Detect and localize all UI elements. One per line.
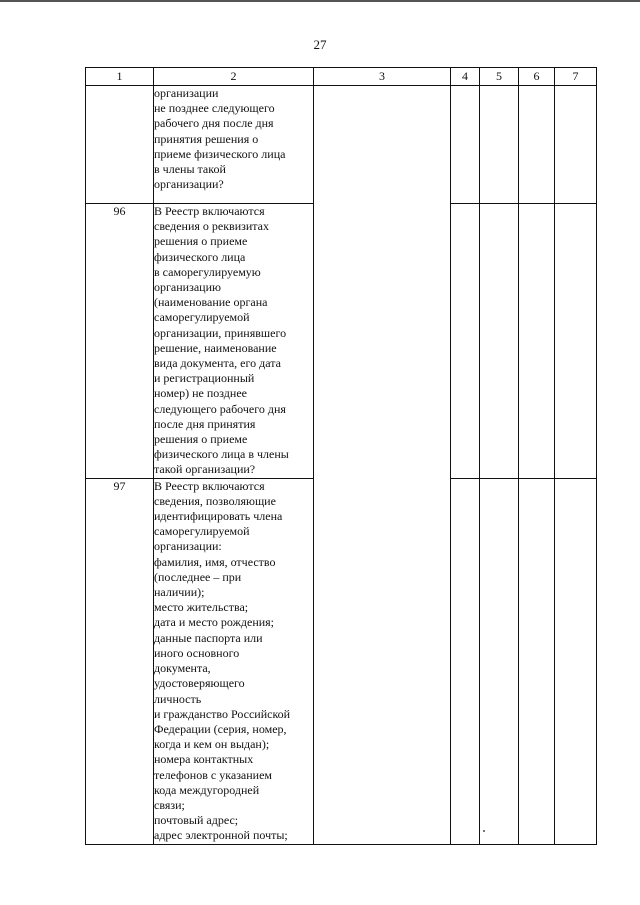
column-header-7: 7 [555,68,597,86]
row-number [86,86,154,204]
register-checklist-table [85,67,597,845]
column-header-5: 5 [480,68,519,86]
answer-cell-7 [555,86,597,204]
column-header-6: 6 [519,68,555,86]
answer-cell-4 [451,204,480,479]
question-text: В Реестр включаются сведения, позволяющие идентифицировать члена саморегулируемой организации: фамилия, имя, отчество (последнее – при наличии); место жительства; дата и место рождения; данные паспорта или иного основного документа, удостоверяющего личность и гражданство Российской Федерации (серия, номер, когда и кем он выдан); номера контактных телефонов с указанием кода междугородней связи; почтовый адрес; адрес электронной почты; [154,478,314,844]
legal-reference-cell [314,86,451,204]
page-number: 27 [313,37,327,52]
table-header-row [86,68,597,86]
legal-reference-cell [314,204,451,479]
answer-cell-5 [480,86,519,204]
answer-cell-4 [451,86,480,204]
column-header-4: 4 [451,68,480,86]
column-header-1: 1 [86,68,154,86]
question-text: организации не позднее следующего рабочего дня после дня принятия решения о приеме физического лица в члены такой организации? [154,86,314,204]
scan-speck [483,830,485,832]
table-row [86,86,597,204]
answer-cell-7 [555,204,597,479]
answer-cell-5 [480,478,519,844]
answer-cell-4 [451,478,480,844]
column-header-2: 2 [154,68,314,86]
answer-cell-6 [519,86,555,204]
page-top-edge [0,0,640,2]
answer-cell-7 [555,478,597,844]
legal-reference-cell [314,478,451,844]
table-row [86,204,597,479]
column-header-3: 3 [314,68,451,86]
row-number: 97 [86,478,154,844]
table-row [86,478,597,844]
answer-cell-6 [519,478,555,844]
row-number: 96 [86,204,154,479]
question-text: В Реестр включаются сведения о реквизитах решения о приеме физического лица в саморегулируемую организацию (наименование органа саморегулируемой организации, принявшего решение, наименование вида документа, его дата и регистрационный номер) не позднее следующего рабочего дня после дня принятия решения о приеме физического лица в члены такой организации? [154,204,314,479]
answer-cell-6 [519,204,555,479]
answer-cell-5 [480,204,519,479]
